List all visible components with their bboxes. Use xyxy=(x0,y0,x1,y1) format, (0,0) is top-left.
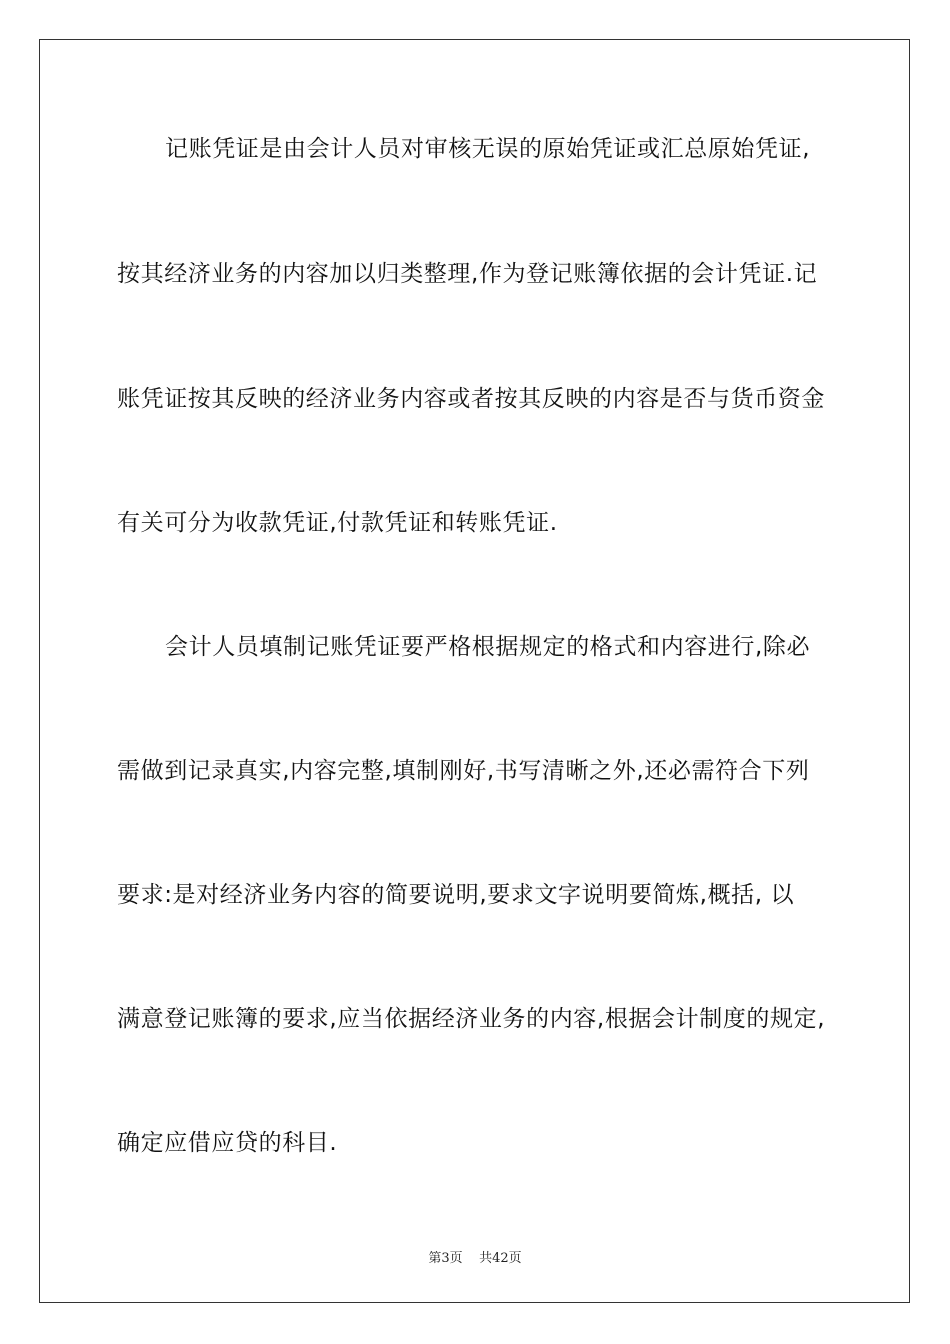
paragraph-2-line-4: 满意登记账簿的要求,应当依据经济业务的内容,根据会计制度的规定, xyxy=(117,1006,826,1032)
paragraph-2-line-5: 确定应借应贷的科目. xyxy=(117,1130,338,1156)
page-total: 共42页 xyxy=(479,1251,522,1266)
paragraph-2-line-3: 要求:是对经济业务内容的简要说明,要求文字说明要简炼,概括, 以 xyxy=(117,882,795,908)
page-footer xyxy=(0,1247,950,1266)
paragraph-1-line-1: 记账凭证是由会计人员对审核无误的原始凭证或汇总原始凭证, xyxy=(165,136,811,162)
paragraph-2-line-2: 需做到记录真实,内容完整,填制刚好,书写清晰之外,还必需符合下列 xyxy=(117,758,810,784)
paragraph-1-line-3: 账凭证按其反映的经济业务内容或者按其反映的内容是否与货币资金 xyxy=(117,386,825,412)
page-border xyxy=(39,39,910,1303)
paragraph-1-line-4: 有关可分为收款凭证,付款凭证和转账凭证. xyxy=(117,510,558,536)
page-number: 第3页 xyxy=(428,1251,463,1266)
paragraph-2-line-1: 会计人员填制记账凭证要严格根据规定的格式和内容进行,除必 xyxy=(165,634,811,660)
paragraph-1-line-2: 按其经济业务的内容加以归类整理,作为登记账簿依据的会计凭证.记 xyxy=(117,261,818,287)
